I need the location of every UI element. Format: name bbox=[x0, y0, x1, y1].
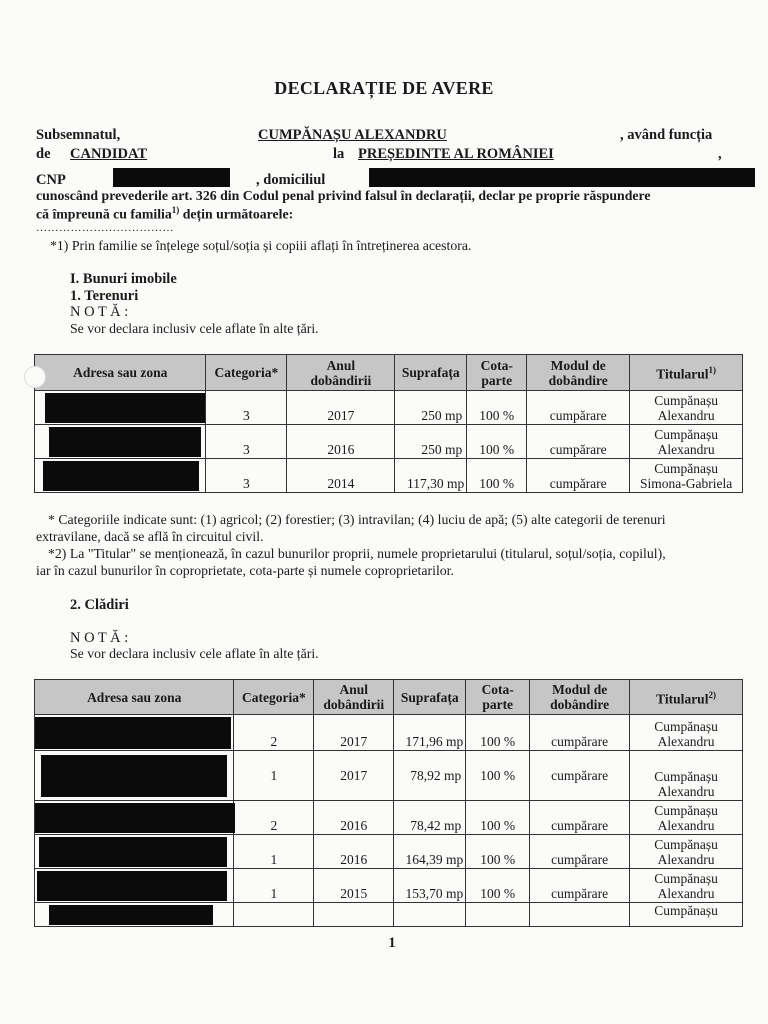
header-anul: Anul dobândirii bbox=[314, 680, 394, 715]
table-row bbox=[35, 715, 743, 751]
modul-cell: cumpărare bbox=[530, 835, 630, 869]
suprafata-cell: 78,42 mp bbox=[394, 801, 466, 835]
suprafata-cell: 250 mp bbox=[395, 425, 467, 459]
modul-cell: cumpărare bbox=[530, 715, 630, 751]
adresa-cell-redacted bbox=[35, 903, 234, 927]
address-redaction bbox=[35, 803, 235, 833]
categoria-cell: 3 bbox=[206, 391, 287, 425]
suprafata-cell: 78,92 mp bbox=[394, 751, 466, 801]
header-modul: Modul de dobândire bbox=[527, 355, 630, 391]
header-cota: Cota-parte bbox=[467, 355, 527, 391]
titular-cell: Cumpănașu Alexandru bbox=[630, 751, 743, 801]
modul-cell: cumpărare bbox=[530, 751, 630, 801]
adresa-cell-redacted bbox=[35, 459, 206, 493]
adresa-cell-redacted bbox=[35, 715, 234, 751]
address-redaction bbox=[43, 461, 199, 491]
subsection-terenuri: 1. Terenuri bbox=[70, 288, 139, 304]
domiciliu-redaction bbox=[369, 168, 755, 187]
categoria-cell: 3 bbox=[206, 459, 287, 493]
dotted-line: ……………………………… bbox=[36, 222, 174, 234]
nota-label-1: N O T Ă : bbox=[70, 304, 129, 320]
cota-cell: 100 % bbox=[466, 869, 530, 903]
terenuri-table bbox=[34, 354, 743, 493]
titular-cell: Cumpănașu Alexandru bbox=[630, 425, 743, 459]
table-row bbox=[35, 801, 743, 835]
adresa-cell-redacted bbox=[35, 425, 206, 459]
subsection-cladiri: 2. Clădiri bbox=[70, 597, 129, 613]
titular-cell: Cumpănașu Alexandru bbox=[630, 835, 743, 869]
categoria-cell bbox=[234, 903, 314, 927]
categoria-cell: 3 bbox=[206, 425, 287, 459]
table-header-row bbox=[35, 680, 743, 715]
punch-hole bbox=[24, 366, 46, 388]
note-titular-1: *2) La "Titular" se menționează, în cazul bunurilor proprii, numele proprietarului (titularul, soțul/soția, copilul), bbox=[48, 546, 666, 561]
header-adresa: Adresa sau zona bbox=[35, 355, 206, 391]
titular-cell: Cumpănașu Alexandru bbox=[630, 801, 743, 835]
footnote-family: *1) Prin familie se înțelege soțul/soția și copiii aflați în întreținerea acestora. bbox=[50, 238, 472, 253]
titular-cell: Cumpănașu Alexandru bbox=[630, 715, 743, 751]
header-titular: Titularul$^{2)}$ bbox=[630, 680, 743, 715]
cota-cell: 100 % bbox=[466, 751, 530, 801]
modul-cell: cumpărare bbox=[530, 869, 630, 903]
intro-line-1: cunoscând prevederile art. 326 din Codul penal privind falsul în declarații, declar pe proprie răspundere bbox=[36, 188, 651, 203]
modul-cell: cumpărare bbox=[527, 459, 630, 493]
cnp-label: CNP bbox=[36, 172, 66, 188]
modul-cell bbox=[530, 903, 630, 927]
anul-cell: 2016 bbox=[314, 801, 394, 835]
suprafata-cell: 250 mp bbox=[395, 391, 467, 425]
cota-cell: 100 % bbox=[466, 801, 530, 835]
comma-mark: , bbox=[718, 146, 722, 162]
header-suprafata: Suprafața bbox=[394, 680, 466, 715]
categoria-cell: 1 bbox=[234, 835, 314, 869]
anul-cell: 2017 bbox=[314, 715, 394, 751]
address-redaction bbox=[41, 755, 227, 797]
suprafata-cell: 171,96 mp bbox=[394, 715, 466, 751]
table-row bbox=[35, 391, 743, 425]
header-titular: Titularul$^{1)}$ bbox=[630, 355, 743, 391]
modul-cell: cumpărare bbox=[527, 425, 630, 459]
address-redaction bbox=[45, 393, 205, 423]
address-redaction bbox=[37, 871, 227, 901]
header-categoria: Categoria* bbox=[234, 680, 314, 715]
de-label: de bbox=[36, 146, 51, 162]
avand-functia-label: , având funcția bbox=[620, 127, 713, 143]
categoria-cell: 1 bbox=[234, 751, 314, 801]
adresa-cell-redacted bbox=[35, 801, 234, 835]
modul-cell: cumpărare bbox=[530, 801, 630, 835]
table-header-row bbox=[35, 355, 743, 391]
cota-cell bbox=[466, 903, 530, 927]
cota-cell: 100 % bbox=[466, 715, 530, 751]
adresa-cell-redacted bbox=[35, 751, 234, 801]
categoria-cell: 2 bbox=[234, 715, 314, 751]
titular-cell: Cumpănașu Alexandru bbox=[630, 391, 743, 425]
page-number: 1 bbox=[388, 935, 396, 951]
header-cota: Cota-parte bbox=[466, 680, 530, 715]
titular-cell: Cumpănașu bbox=[630, 903, 743, 927]
categoria-cell: 2 bbox=[234, 801, 314, 835]
table-row bbox=[35, 835, 743, 869]
note-titular-2: iar în cazul bunurilor în coproprietate, cota-parte și numele coproprietarilor. bbox=[36, 563, 454, 578]
section-heading-bunuri: I. Bunuri imobile bbox=[70, 271, 177, 287]
address-redaction bbox=[35, 717, 231, 749]
suprafata-cell bbox=[394, 903, 466, 927]
note-categorii-2: extravilane, dacă se află în circuitul civil. bbox=[36, 529, 264, 544]
anul-cell: 2016 bbox=[287, 425, 395, 459]
anul-cell: 2015 bbox=[314, 869, 394, 903]
titular-cell: Cumpănașu Simona-Gabriela bbox=[630, 459, 743, 493]
la-label: la bbox=[333, 146, 345, 162]
adresa-cell-redacted bbox=[35, 869, 234, 903]
table-row bbox=[35, 869, 743, 903]
suprafata-cell: 153,70 mp bbox=[394, 869, 466, 903]
anul-cell bbox=[314, 903, 394, 927]
address-redaction bbox=[49, 427, 201, 457]
address-redaction bbox=[39, 837, 227, 867]
functie-value: CANDIDAT bbox=[70, 146, 148, 162]
anul-cell: 2017 bbox=[287, 391, 395, 425]
adresa-cell-redacted bbox=[35, 391, 206, 425]
adresa-cell-redacted bbox=[35, 835, 234, 869]
anul-cell: 2016 bbox=[314, 835, 394, 869]
anul-cell: 2017 bbox=[314, 751, 394, 801]
cota-cell: 100 % bbox=[467, 459, 527, 493]
address-redaction bbox=[49, 905, 213, 925]
domiciliul-label: , domiciliul bbox=[256, 172, 326, 188]
table-row bbox=[35, 459, 743, 493]
header-modul: Modul de dobândire bbox=[530, 680, 630, 715]
modul-cell: cumpărare bbox=[527, 391, 630, 425]
cota-cell: 100 % bbox=[466, 835, 530, 869]
header-suprafata: Suprafața bbox=[395, 355, 467, 391]
nota-text-2: Se vor declara inclusiv cele aflate în alte țări. bbox=[70, 646, 319, 661]
subsemnatul-label: Subsemnatul, bbox=[36, 127, 121, 143]
anul-cell: 2014 bbox=[287, 459, 395, 493]
note-categorii-1: * Categoriile indicate sunt: (1) agricol; (2) forestier; (3) intravilan; (4) luciu de apă; (5) alte categorii de terenuri bbox=[48, 512, 666, 527]
intro-line-2: că împreună cu familia$^{1)}$ dețin următoarele: bbox=[36, 205, 294, 222]
categoria-cell: 1 bbox=[234, 869, 314, 903]
page-title: DECLARAȚIE DE AVERE bbox=[274, 78, 494, 98]
cota-cell: 100 % bbox=[467, 425, 527, 459]
suprafata-cell: 117,30 mp bbox=[395, 459, 467, 493]
declarant-name: CUMPĂNAȘU ALEXANDRU bbox=[258, 127, 447, 143]
cota-cell: 100 % bbox=[467, 391, 527, 425]
titular-cell: Cumpănașu Alexandru bbox=[630, 869, 743, 903]
suprafata-cell: 164,39 mp bbox=[394, 835, 466, 869]
nota-label-2: N O T Ă : bbox=[70, 630, 129, 646]
cnp-redaction bbox=[113, 168, 230, 187]
table-row bbox=[35, 751, 743, 801]
header-adresa: Adresa sau zona bbox=[35, 680, 234, 715]
header-anul: Anul dobândirii bbox=[287, 355, 395, 391]
table-row bbox=[35, 903, 743, 927]
cladiri-table bbox=[34, 679, 743, 927]
nota-text-1: Se vor declara inclusiv cele aflate în alte țări. bbox=[70, 321, 319, 336]
institutie-value: PREȘEDINTE AL ROMÂNIEI bbox=[358, 146, 554, 162]
table-row bbox=[35, 425, 743, 459]
header-categoria: Categoria* bbox=[206, 355, 287, 391]
